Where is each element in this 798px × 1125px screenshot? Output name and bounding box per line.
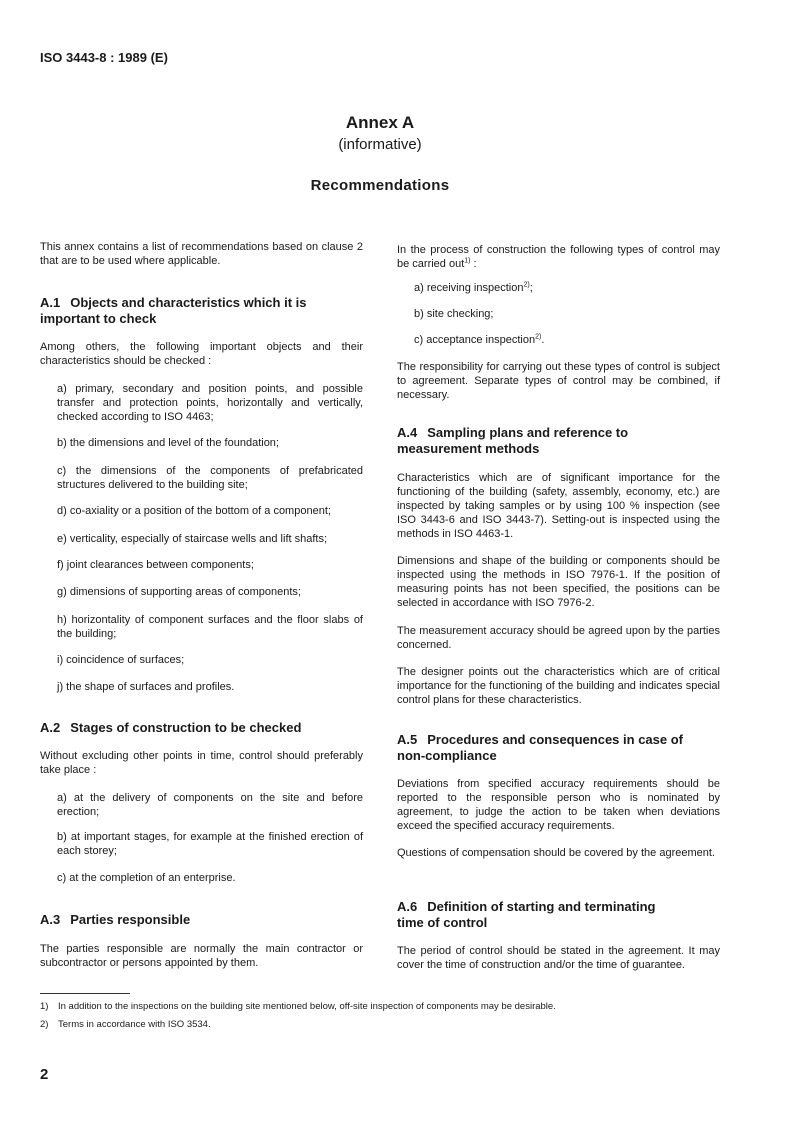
a2-intro: Without excluding other points in time, control should preferably take place :	[40, 750, 363, 776]
a5-paragraph: Deviations from specified accuracy requirements should be reported to the responsible person who is nominated by agreement, to judge the action to be taken when deviations exceed the specified accuracy requirements.	[397, 778, 720, 832]
list-item: c) at the completion of an enterprise.	[57, 872, 236, 884]
footnote: 2) Terms in accordance with ISO 3534.	[40, 1019, 211, 1030]
a4-paragraph: The measurement accuracy should be agreed upon by the parties concerned.	[397, 625, 720, 651]
list-item: g) dimensions of supporting areas of components;	[57, 586, 301, 598]
section-heading: Recommendations	[310, 177, 450, 194]
list-item: d) co-axiality or a position of the bottom of a component;	[57, 505, 331, 517]
annex-intro: This annex contains a list of recommendations based on clause 2 that are to be used where applicable.	[40, 241, 363, 267]
a1-heading: A.1 Objects and characteristics which it is important to check	[40, 295, 307, 326]
page-number: 2	[40, 1066, 49, 1083]
a2-heading: A.2 Stages of construction to be checked	[40, 720, 302, 735]
list-item: c) acceptance inspection$^{2)}$.	[414, 333, 545, 346]
list-item: b) site checking;	[414, 308, 494, 320]
a4-paragraph: The designer points out the characteristics which are of critical importance for the functioning of the building and indicates special control plans for these characteristics.	[397, 666, 720, 706]
a1-intro: Among others, the following important objects and their characteristics should be checked :	[40, 341, 363, 367]
a3-text: The parties responsible are normally the main contractor or subcontractor or persons appointed by them.	[40, 943, 363, 969]
list-item: b) at important stages, for example at the finished erection of each storey;	[57, 831, 363, 857]
list-item: j) the shape of surfaces and profiles.	[57, 681, 235, 693]
annex-type: (informative)	[338, 136, 422, 153]
annex-title: Annex A	[345, 113, 415, 132]
list-item: h) horizontality of component surfaces and the floor slabs of the building;	[57, 614, 363, 640]
list-item: a) primary, secondary and position points, and possible transfer and protection points, horizontally and vertically, checked according to ISO 4463;	[57, 383, 363, 423]
a4-paragraph: Characteristics which are of significant importance for the functioning of the building (safety, assembly, economy, etc.) are inspected by taking samples or by using 100 % inspection (see ISO 3443-6 and ISO 3443-7). Setting-out is inspected using the methods in ISO 4463-1.	[397, 472, 720, 540]
a6-heading: A.6 Definition of starting and terminating time of control	[397, 899, 656, 930]
list-item: a) receiving inspection$^{2)}$;	[414, 281, 533, 294]
a4-paragraph: Dimensions and shape of the building or components should be inspected using the methods in ISO 7976-1. If the position of measuring points has not been specified, the positions can be selected in accordance with ISO 7976-2.	[397, 555, 720, 609]
a6-text: The period of control should be stated in the agreement. It may cover the time of construction and/or the time of guarantee.	[397, 945, 720, 971]
list-item: i) coincidence of surfaces;	[57, 654, 185, 666]
list-item: f) joint clearances between components;	[57, 559, 254, 571]
list-item: e) verticality, especially of staircase wells and lift shafts;	[57, 533, 328, 545]
control-types-intro: In the process of construction the following types of control may be carried out$^{1)}$ :	[397, 244, 720, 270]
list-item: a) at the delivery of components on the site and before erection;	[57, 792, 363, 818]
footnote-rule	[40, 993, 130, 994]
list-item: c) the dimensions of the components of prefabricated structures delivered to the building site;	[57, 465, 363, 491]
a5-heading: A.5 Procedures and consequences in case of non-compliance	[397, 732, 683, 763]
responsibility-text: The responsibility for carrying out these types of control is subject to agreement. Separate types of control may be combined, if necessary.	[397, 361, 720, 401]
footnote: 1) In addition to the inspections on the building site mentioned below, off-site inspection of components may be desirable.	[40, 1001, 556, 1012]
a3-heading: A.3 Parties responsible	[40, 912, 191, 927]
document-header: ISO 3443-8 : 1989 (E)	[40, 50, 168, 65]
list-item: b) the dimensions and level of the foundation;	[57, 437, 279, 449]
a4-heading: A.4 Sampling plans and reference to measurement methods	[397, 425, 629, 456]
a5-paragraph: Questions of compensation should be covered by the agreement.	[397, 847, 715, 859]
